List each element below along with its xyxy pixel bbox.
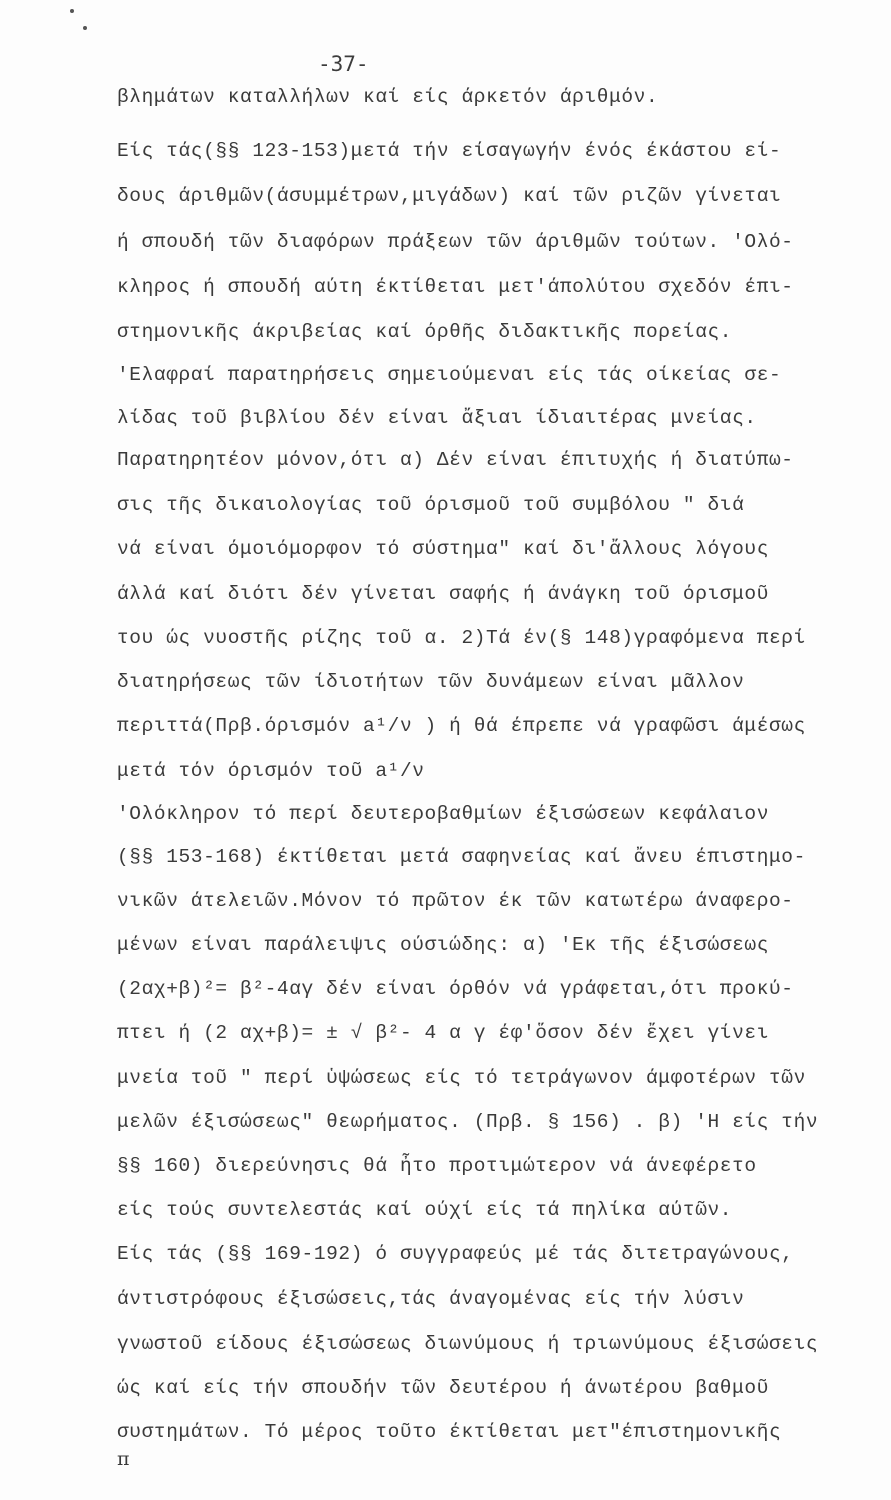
text-line: ώς καί είς τήν σπουδήν τῶν δευτέρου ή άνωτέρου βαθμοῦ: [117, 1377, 770, 1399]
text-line: νά είναι όμοιόμορφον τό σύστημα" καί δι'ἄλλους λόγους: [117, 538, 770, 560]
text-line: μετά τόν όρισμόν τοῦ a¹/ν: [117, 760, 425, 782]
text-line: (§§ 153-168) έκτίθεται μετά σαφηνείας καί ἄνευ έπιστημο-: [117, 846, 806, 868]
text-line: μνεία τοῦ " περί ὑψώσεως είς τό τετράγωνον άμφοτέρων τῶν: [117, 1067, 806, 1089]
text-line: §§ 160) διερεύνησις θά ἦτο προτιμώτερον νά άνεφέρετο: [117, 1155, 757, 1177]
ink-speck: [70, 9, 74, 13]
text-line: μελῶν έξισώσεως" θεωρήματος. (Πρβ. § 156) . β) 'Η είς τήν: [117, 1111, 819, 1133]
ink-speck: [83, 26, 87, 30]
page-number: -37-: [318, 52, 369, 76]
text-line: σις τῆς δικαιολογίας τοῦ όρισμοῦ τοῦ συμβόλου " διά: [117, 494, 745, 516]
text-line: άλλά καί διότι δέν γίνεται σαφής ή άνάγκη τοῦ όρισμοῦ: [117, 583, 770, 605]
text-line: δους άριθμῶν(άσυμμέτρων,μιγάδων) καί τῶν ριζῶν γίνεται: [117, 185, 782, 207]
text-line: 'Ελαφραί παρατηρήσεις σημειούμεναι είς τάς οίκείας σε-: [117, 364, 782, 386]
text-line: μένων είναι παράλειψις ούσιώδης: α) 'Εκ τῆς έξισώσεως: [117, 934, 770, 956]
text-line: γνωστοῦ είδους έξισώσεως διωνύμους ή τριωνύμους έξισώσεις: [117, 1333, 819, 1355]
text-line: Είς τάς(§§ 123-153)μετά τήν είσαγωγήν ένός έκάστου εί-: [117, 140, 782, 162]
text-line: Είς τάς (§§ 169-192) ό συγγραφεύς μέ τάς διτετραγώνους,: [117, 1243, 794, 1265]
text-line: περιττά(Πρβ.όρισμόν a¹/ν ) ή θά έπρεπε νά γραφῶσι άμέσως: [117, 715, 806, 737]
footer-mark: π: [117, 1448, 130, 1470]
text-line: λίδας τοῦ βιβλίου δέν είναι ἄξιαι ίδιαιτέρας μνείας.: [117, 407, 757, 429]
text-line: 'Ολόκληρον τό περί δευτεροβαθμίων έξισώσεων κεφάλαιον: [117, 803, 770, 825]
text-line: άντιστρόφους έξισώσεις,τάς άναγομένας είς τήν λύσιν: [117, 1288, 745, 1310]
text-line: βλημάτων καταλλήλων καί είς άρκετόν άριθμόν.: [117, 86, 659, 108]
text-line: νικῶν άτελειῶν.Μόνον τό πρῶτον έκ τῶν κατωτέρω άναφερο-: [117, 890, 794, 912]
text-line: διατηρήσεως τῶν ίδιοτήτων τῶν δυνάμεων είναι μᾶλλον: [117, 671, 745, 693]
text-line: στημονικῆς άκριβείας καί όρθῆς διδακτικῆς πορείας.: [117, 321, 733, 343]
text-line: κληρος ή σπουδή αύτη έκτίθεται μετ'άπολύτου σχεδόν έπι-: [117, 276, 794, 298]
text-line: πτει ή (2 αχ+β)= ± √ β²- 4 α γ έφ'ὅσον δέν ἔχει γίνει: [117, 1022, 770, 1044]
text-line: του ώς νυοστῆς ρίζης τοῦ α. 2)Τά έν(§ 148)γραφόμενα περί: [117, 627, 806, 649]
text-line: Παρατηρητέον μόνον,ότι α) Δέν είναι έπιτυχής ή διατύπω-: [117, 449, 794, 471]
text-line: ή σπουδή τῶν διαφόρων πράξεων τῶν άριθμῶν τούτων. 'Ολό-: [117, 231, 794, 253]
text-line: (2αχ+β)²= β²-4αγ δέν είναι όρθόν νά γράφεται,ότι προκύ-: [117, 978, 794, 1000]
text-line: είς τούς συντελεστάς καί ούχί είς τά πηλίκα αύτῶν.: [117, 1199, 733, 1221]
text-line: συστημάτων. Τό μέρος τοῦτο έκτίθεται μετ"έπιστημονικῆς: [117, 1421, 782, 1443]
